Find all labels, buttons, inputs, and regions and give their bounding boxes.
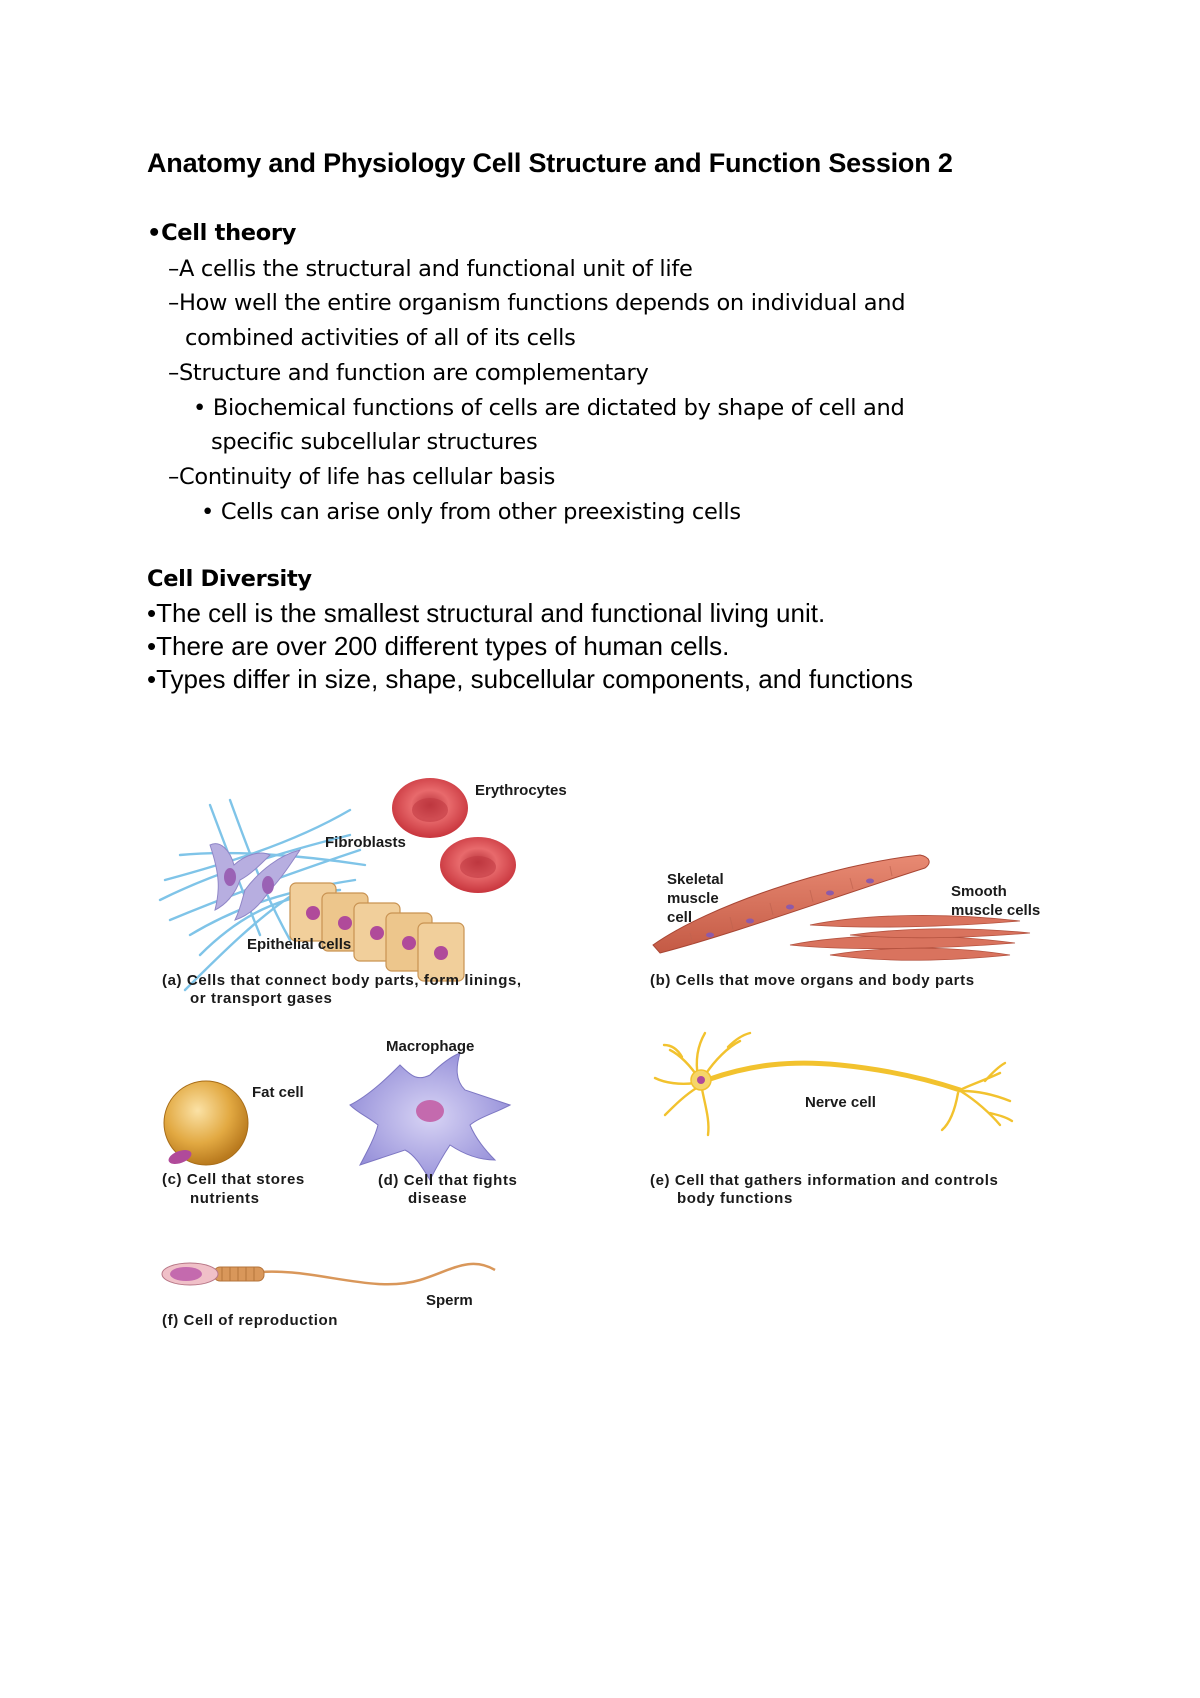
cell-theory-line: • Cells can arise only from other preexisting cells bbox=[201, 499, 741, 525]
fat-cell-illustration bbox=[164, 1081, 248, 1167]
erythrocytes-label: Erythrocytes bbox=[475, 782, 567, 799]
macrophage-label: Macrophage bbox=[386, 1038, 475, 1055]
fibroblasts-label: Fibroblasts bbox=[325, 834, 406, 851]
caption-e-cont: body functions bbox=[677, 1190, 793, 1207]
nerve-label: Nerve cell bbox=[805, 1094, 876, 1111]
macrophage-illustration bbox=[350, 1053, 510, 1180]
cell-diversity-point: •The cell is the smallest structural and functional living unit. bbox=[147, 598, 826, 628]
smooth-label-2: muscle cells bbox=[951, 902, 1041, 919]
sperm-illustration bbox=[162, 1263, 495, 1285]
cell-theory-line: combined activities of all of its cells bbox=[185, 325, 576, 351]
document-title: Anatomy and Physiology Cell Structure and Function Session 2 bbox=[147, 148, 953, 178]
epithelial-illustration bbox=[290, 883, 464, 981]
smooth-muscle-illustration bbox=[790, 915, 1030, 960]
caption-b: (b) Cells that move organs and body parts bbox=[650, 972, 975, 989]
skeletal-label-1: Skeletal bbox=[667, 871, 724, 888]
cell-diversity-point: •There are over 200 different types of human cells. bbox=[147, 631, 730, 661]
cell-theory-line: specific subcellular structures bbox=[211, 429, 538, 455]
cell-theory-line: –A cellis the structural and functional unit of life bbox=[168, 256, 693, 282]
sperm-label: Sperm bbox=[426, 1292, 473, 1309]
skeletal-label-2: muscle bbox=[667, 890, 719, 907]
caption-a-cont: or transport gases bbox=[190, 990, 333, 1007]
skeletal-label-3: cell bbox=[667, 909, 693, 926]
epithelial-label: Epithelial cells bbox=[247, 936, 352, 953]
nerve-cell-illustration bbox=[655, 1033, 1012, 1135]
caption-a: (a) Cells that connect body parts, form linings, bbox=[162, 972, 522, 989]
cell-theory-line: –Continuity of life has cellular basis bbox=[168, 464, 556, 490]
cell-theory-line: • Biochemical functions of cells are dictated by shape of cell and bbox=[193, 395, 905, 421]
fat-label: Fat cell bbox=[252, 1084, 304, 1101]
caption-f: (f) Cell of reproduction bbox=[162, 1312, 339, 1329]
cell-theory-heading: •Cell theory bbox=[147, 220, 297, 246]
cell-theory-line: –Structure and function are complementary bbox=[168, 360, 649, 386]
cell-diversity-point: •Types differ in size, shape, subcellular components, and functions bbox=[147, 664, 913, 694]
caption-c: (c) Cell that stores bbox=[162, 1171, 305, 1188]
caption-d-cont: disease bbox=[408, 1190, 468, 1207]
cell-diversity-heading: Cell Diversity bbox=[147, 566, 312, 592]
caption-e: (e) Cell that gathers information and controls bbox=[650, 1172, 999, 1189]
smooth-label-1: Smooth bbox=[951, 883, 1007, 900]
caption-c-cont: nutrients bbox=[190, 1190, 260, 1207]
cell-theory-line: –How well the entire organism functions depends on individual and bbox=[168, 290, 906, 316]
cell-types-figure bbox=[150, 782, 1070, 1435]
caption-d: (d) Cell that fights bbox=[378, 1172, 518, 1189]
